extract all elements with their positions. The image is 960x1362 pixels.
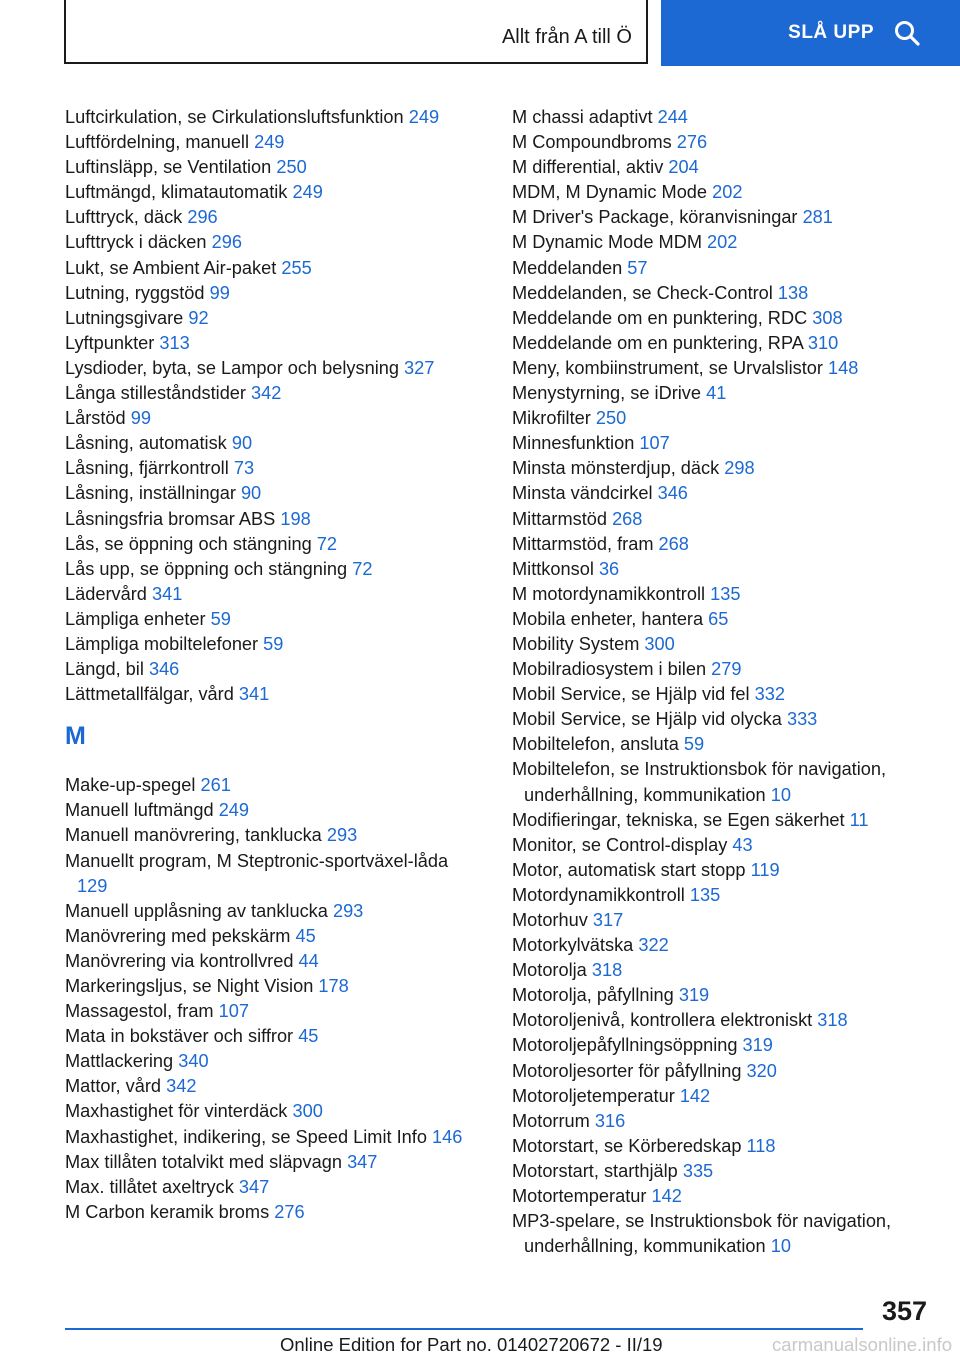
index-entry[interactable] <box>512 1184 932 1209</box>
index-entry-page-link[interactable]: 44 <box>298 950 319 971</box>
index-entry-text: Massagestol, fram <box>65 1001 214 1022</box>
index-entry-text: Minsta mönsterdjup, däck <box>512 458 720 479</box>
index-entry[interactable] <box>512 632 932 657</box>
index-entry-page-link[interactable]: 129 <box>77 875 108 896</box>
page-number: 357 <box>881 1296 927 1326</box>
index-entry[interactable] <box>512 607 932 632</box>
index-entry-text: MP3-spelare, se Instruktionsbok för navigation, underhållning, kommunikation <box>512 1211 892 1257</box>
index-entry-text: Meddelanden, se Check-Control <box>512 282 773 303</box>
index-entry-page-link[interactable]: 341 <box>151 583 183 604</box>
index-entry[interactable] <box>65 557 475 582</box>
index-entry-page-link[interactable]: 318 <box>817 1010 848 1031</box>
index-entry-text: Lysdioder, byta, se Lampor och belysning <box>65 357 399 378</box>
index-entry[interactable] <box>512 933 932 958</box>
index-entry-text: Meny, kombiinstrument, se Urvalslistor <box>512 357 823 378</box>
index-group-l <box>65 105 475 707</box>
index-entry-page-link[interactable]: 148 <box>828 357 859 378</box>
index-entry-text: M motordynamikkontroll <box>512 583 706 604</box>
index-entry-text: Motorkylvätska <box>512 935 634 956</box>
index-entry-page-link[interactable]: 204 <box>668 157 699 178</box>
index-entry-text: Motorstart, starthjälp <box>512 1160 678 1181</box>
index-entry-text: Lämpliga enheter <box>65 608 206 629</box>
index-entry[interactable] <box>512 883 932 908</box>
index-entry-text: Låsning, inställningar <box>65 483 236 504</box>
index-entry[interactable] <box>65 1024 475 1049</box>
index-entry[interactable] <box>512 1209 932 1259</box>
index-entry-page-link[interactable]: 320 <box>746 1060 777 1081</box>
index-entry-text: Motorhuv <box>512 910 588 930</box>
index-entry-page-link[interactable]: 142 <box>651 1186 682 1207</box>
index-entry-text: Mittarmstöd <box>512 508 607 529</box>
index-entry-text: Lättmetallfälgar, vård <box>65 684 234 705</box>
index-entry-page-link[interactable]: 347 <box>347 1151 378 1172</box>
index-entry-page-link[interactable]: 342 <box>166 1076 197 1097</box>
index-entry-page-link[interactable]: 249 <box>218 800 250 821</box>
index-entry-text: Motoroljepåfyllningsöppning <box>512 1035 738 1056</box>
footer-divider <box>65 1328 863 1330</box>
index-entry[interactable] <box>65 773 475 798</box>
index-entry-text: Monitor, se Control-display <box>512 834 728 855</box>
index-entry[interactable] <box>512 1159 932 1184</box>
index-entry-text: Menystyrning, se iDrive <box>512 383 702 404</box>
index-entry-text: Låsningsfria bromsar ABS <box>65 508 276 529</box>
index-entry-page-link[interactable]: 135 <box>689 884 721 905</box>
index-entry-page-link[interactable]: 316 <box>594 1110 626 1131</box>
index-entry-page-link[interactable]: 146 <box>432 1126 463 1147</box>
search-label: SLÅ UPP <box>788 22 874 43</box>
index-entry-page-link[interactable]: 202 <box>707 232 738 253</box>
index-entry-text: M differential, aktiv <box>512 157 664 178</box>
index-entry[interactable] <box>65 1125 475 1150</box>
index-entry[interactable] <box>512 180 932 205</box>
index-entry[interactable] <box>65 456 475 481</box>
search-button[interactable] <box>661 0 960 66</box>
index-entry-text: Meddelanden <box>512 257 623 278</box>
index-entry-page-link[interactable]: 202 <box>712 182 743 203</box>
index-entry-text: Mattor, vård <box>65 1076 162 1097</box>
index-entry[interactable] <box>512 908 932 933</box>
index-entry-text: Lufttryck, däck <box>65 207 183 228</box>
index-entry-page-link[interactable]: 249 <box>254 132 285 153</box>
index-entry[interactable] <box>65 281 475 306</box>
index-entry-text: Maxhastighet för vinterdäck <box>65 1101 288 1122</box>
index-entry[interactable] <box>65 155 475 180</box>
index-entry-page-link[interactable]: 310 <box>807 332 839 353</box>
index-entry-page-link[interactable]: 250 <box>595 408 627 429</box>
index-entry-page-link[interactable]: 293 <box>326 825 358 846</box>
index-entry-page-link[interactable]: 300 <box>644 633 675 654</box>
index-entry-page-link[interactable]: 317 <box>592 910 624 930</box>
tab-all-label: Allt från A till Ö <box>501 26 632 48</box>
index-entry[interactable] <box>512 331 932 356</box>
index-entry-page-link[interactable]: 255 <box>281 257 312 278</box>
index-entry[interactable] <box>65 306 475 331</box>
index-entry[interactable] <box>512 833 932 858</box>
index-entry-page-link[interactable]: 118 <box>746 1135 776 1156</box>
index-entry-page-link[interactable]: 41 <box>706 383 727 404</box>
index-entry-text: Mobiltelefon, se Instruktionsbok för navigation, underhållning, kommunikation <box>512 759 887 805</box>
index-entry[interactable] <box>512 1033 932 1058</box>
index-entry-text: Mobil Service, se Hjälp vid olycka <box>512 709 782 730</box>
index-entry-page-link[interactable]: 65 <box>708 608 729 629</box>
index-entry-text: Lyftpunkter <box>65 332 155 353</box>
index-entry[interactable] <box>512 481 932 506</box>
index-entry-page-link[interactable]: 90 <box>231 433 253 454</box>
index-entry[interactable] <box>512 858 932 883</box>
index-entry-page-link[interactable]: 72 <box>316 533 338 554</box>
index-entry-page-link[interactable]: 333 <box>786 709 818 730</box>
index-entry[interactable] <box>512 682 932 707</box>
index-entry-page-link[interactable]: 119 <box>750 859 780 880</box>
index-entry[interactable] <box>512 356 932 381</box>
index-entry[interactable] <box>512 230 932 255</box>
index-entry[interactable] <box>65 682 475 707</box>
index-entry[interactable] <box>512 256 932 281</box>
index-entry-text: Luftmängd, klimatautomatik <box>65 182 288 203</box>
edition-footer: Online Edition for Part no. 01402720672 - II/19 <box>280 1334 663 1355</box>
index-entry[interactable] <box>65 431 475 456</box>
index-entry[interactable] <box>65 180 475 205</box>
index-entry[interactable] <box>512 1008 932 1033</box>
index-entry[interactable] <box>512 281 932 306</box>
index-entry[interactable] <box>65 205 475 230</box>
index-entry-text: Lås, se öppning och stängning <box>65 533 312 554</box>
tab-all-a-to-z[interactable] <box>64 0 648 64</box>
index-entry-page-link[interactable]: 107 <box>218 1001 250 1022</box>
index-entry-text: Manövrering via kontrollvred <box>65 950 294 971</box>
index-entry-page-link[interactable]: 279 <box>711 659 742 680</box>
index-entry[interactable] <box>65 532 475 557</box>
index-entry-page-link[interactable]: 327 <box>404 357 435 378</box>
index-entry[interactable] <box>65 999 475 1024</box>
index-entry[interactable] <box>65 1150 475 1175</box>
index-entry-page-link[interactable]: 281 <box>802 207 833 228</box>
index-entry[interactable] <box>512 105 932 130</box>
index-entry[interactable] <box>512 707 932 732</box>
index-entry-page-link[interactable]: 276 <box>274 1201 305 1222</box>
index-entry-text: Manuell luftmängd <box>65 800 214 821</box>
index-entry-text: Motorolja <box>512 960 587 981</box>
index-entry-page-link[interactable]: 308 <box>812 307 843 328</box>
index-entry-page-link[interactable]: 340 <box>178 1051 209 1072</box>
index-entry-text: Mata in bokstäver och siffror <box>65 1026 294 1047</box>
index-entry-page-link[interactable]: 198 <box>280 508 311 529</box>
index-entry[interactable] <box>65 356 475 381</box>
index-entry[interactable] <box>65 632 475 657</box>
index-entry-text: Minsta vändcirkel <box>512 483 653 504</box>
index-entry-page-link[interactable]: 59 <box>210 608 231 629</box>
index-entry-page-link[interactable]: 90 <box>240 483 262 504</box>
index-entry[interactable] <box>512 205 932 230</box>
index-entry[interactable] <box>512 431 932 456</box>
watermark-text: carmanualsonline.info <box>772 1334 952 1355</box>
index-entry[interactable] <box>65 949 475 974</box>
index-entry-text: Lårstöd <box>65 408 126 429</box>
index-entry-text: Meddelande om en punktering, RDC <box>512 307 808 328</box>
index-entry-page-link[interactable]: 36 <box>598 558 620 579</box>
index-entry-page-link[interactable]: 99 <box>130 408 151 429</box>
index-entry-text: Modifieringar, tekniska, se Egen säkerhet <box>512 809 845 830</box>
index-entry-page-link[interactable]: 341 <box>238 684 270 705</box>
index-entry-text: Maxhastighet, indikering, se Speed Limit Info <box>65 1126 427 1147</box>
index-entry[interactable] <box>512 657 932 682</box>
index-entry-text: Manuell manövrering, tanklucka <box>65 825 322 846</box>
index-entry-page-link[interactable]: 45 <box>295 925 316 946</box>
index-entry-page-link[interactable]: 10 <box>770 784 791 805</box>
index-entry[interactable] <box>512 155 932 180</box>
index-entry-page-link[interactable]: 319 <box>742 1035 773 1056</box>
index-entry-page-link[interactable]: 59 <box>263 633 284 654</box>
index-entry-text: MDM, M Dynamic Mode <box>512 182 708 203</box>
index-entry-text: Mittarmstöd, fram <box>512 533 654 554</box>
index-entry-page-link[interactable]: 142 <box>679 1085 711 1106</box>
index-group-m <box>65 773 475 1225</box>
index-entry-text: Minnesfunktion <box>512 433 635 454</box>
index-entry-text: M Carbon keramik broms <box>65 1201 270 1222</box>
index-entry[interactable] <box>512 983 932 1008</box>
index-entry[interactable] <box>512 406 932 431</box>
index-entry-text: Motortemperatur <box>512 1186 647 1207</box>
index-entry-text: Motor, automatisk start stopp <box>512 859 746 880</box>
index-entry[interactable] <box>65 1074 475 1099</box>
index-entry[interactable] <box>512 456 932 481</box>
index-entry-text: M Driver's Package, köranvisningar <box>512 207 798 228</box>
index-entry-text: Mobilradiosystem i bilen <box>512 659 707 680</box>
search-icon <box>894 20 920 46</box>
index-entry-text: M Compoundbroms <box>512 132 672 153</box>
index-entry[interactable] <box>65 331 475 356</box>
index-entry-text: Max tillåten totalvikt med släpvagn <box>65 1151 342 1172</box>
index-group-m-continued <box>512 105 932 1259</box>
index-entry[interactable] <box>512 582 932 607</box>
index-entry-page-link[interactable]: 244 <box>657 107 688 127</box>
index-entry-page-link[interactable]: 59 <box>683 734 705 755</box>
index-entry[interactable] <box>65 823 475 848</box>
index-entry[interactable] <box>512 1059 932 1084</box>
index-entry-text: Lädervård <box>65 583 147 604</box>
index-entry-page-link[interactable]: 319 <box>678 985 710 1006</box>
index-entry-text: Motoroljesorter för påfyllning <box>512 1060 742 1081</box>
index-entry-page-link[interactable]: 249 <box>408 107 440 127</box>
index-entry[interactable] <box>512 958 932 983</box>
index-entry-page-link[interactable]: 11 <box>849 809 869 830</box>
index-entry-page-link[interactable]: 268 <box>612 508 643 529</box>
index-entry-page-link[interactable]: 73 <box>233 458 255 479</box>
index-entry[interactable] <box>65 230 475 255</box>
index-entry-page-link[interactable]: 346 <box>657 483 688 504</box>
index-entry-text: Motorstart, se Körberedskap <box>512 1135 742 1156</box>
index-entry-page-link[interactable]: 261 <box>200 775 231 796</box>
index-entry-page-link[interactable]: 178 <box>318 976 349 996</box>
index-entry-text: Mikrofilter <box>512 408 591 429</box>
index-entry-text: Manuell upplåsning av tanklucka <box>65 900 328 921</box>
index-entry-page-link[interactable]: 43 <box>732 834 753 855</box>
index-entry-page-link[interactable]: 99 <box>209 282 230 303</box>
index-entry-text: Meddelande om en punktering, RPA <box>512 332 803 353</box>
index-entry-page-link[interactable]: 250 <box>276 157 307 178</box>
index-entry[interactable] <box>65 974 475 999</box>
index-entry[interactable] <box>512 381 932 406</box>
index-entry-text: Lutningsgivare <box>65 307 184 328</box>
index-entry[interactable] <box>65 507 475 532</box>
index-column-left <box>65 105 475 1225</box>
index-entry[interactable] <box>65 657 475 682</box>
index-entry-page-link[interactable]: 293 <box>332 900 364 921</box>
index-entry-text: Långa stilleståndstider <box>65 383 246 404</box>
index-entry[interactable] <box>65 481 475 506</box>
index-entry[interactable] <box>512 1109 932 1134</box>
index-entry-text: Lufttryck i däcken <box>65 232 207 253</box>
index-entry[interactable] <box>65 1049 475 1074</box>
index-entry[interactable] <box>512 1084 932 1109</box>
index-entry-text: Lämpliga mobiltelefoner <box>65 633 259 654</box>
index-entry-page-link[interactable]: 300 <box>292 1101 323 1122</box>
index-entry[interactable] <box>65 1099 475 1124</box>
index-entry[interactable] <box>65 406 475 431</box>
index-entry-page-link[interactable]: 322 <box>638 935 669 956</box>
index-entry[interactable] <box>512 808 932 833</box>
index-entry-text: Motoroljenivå, kontrollera elektroniskt <box>512 1010 813 1031</box>
index-entry-text: Låsning, automatisk <box>65 433 227 454</box>
index-entry-text: Max. tillåtet axeltryck <box>65 1176 234 1197</box>
index-entry[interactable] <box>512 757 932 807</box>
index-entry[interactable] <box>512 732 932 757</box>
index-entry-page-link[interactable]: 135 <box>710 583 741 604</box>
index-entry-page-link[interactable]: 347 <box>238 1176 270 1197</box>
index-entry-page-link[interactable]: 249 <box>292 182 323 203</box>
index-entry-page-link[interactable]: 298 <box>724 458 755 479</box>
index-entry[interactable] <box>65 1200 475 1225</box>
index-entry-text: M chassi adaptivt <box>512 107 653 127</box>
index-entry[interactable] <box>65 256 475 281</box>
index-entry[interactable] <box>65 582 475 607</box>
index-entry-page-link[interactable]: 313 <box>159 332 190 353</box>
index-entry-text: Längd, bil <box>65 659 144 680</box>
index-entry[interactable] <box>65 381 475 406</box>
index-entry-page-link[interactable]: 92 <box>188 307 209 328</box>
index-entry-text: Manuellt program, M Steptronic-sportväxel-låda <box>65 850 449 871</box>
index-entry-text: Mittkonsol <box>512 558 594 579</box>
index-entry-page-link[interactable]: 346 <box>148 659 180 680</box>
index-entry-text: Lutning, ryggstöd <box>65 282 205 303</box>
index-entry[interactable] <box>65 798 475 823</box>
index-entry-text: Luftcirkulation, se Cirkulationsluftsfunktion <box>65 107 404 127</box>
index-entry[interactable] <box>512 557 932 582</box>
index-entry-page-link[interactable]: 107 <box>639 433 670 454</box>
index-entry-text: Manövrering med pekskärm <box>65 925 291 946</box>
index-entry-page-link[interactable]: 296 <box>211 232 242 253</box>
index-entry[interactable] <box>65 105 475 130</box>
index-entry[interactable] <box>65 1175 475 1200</box>
section-letter-heading: M <box>65 722 86 751</box>
index-entry-text: Motorolja, påfyllning <box>512 985 674 1006</box>
index-entry-page-link[interactable]: 332 <box>754 684 785 705</box>
index-entry-page-link[interactable]: 342 <box>251 383 282 404</box>
index-entry-text: Motoroljetemperatur <box>512 1085 675 1106</box>
index-entry-page-link[interactable]: 138 <box>777 282 809 303</box>
index-entry-text: Markeringsljus, se Night Vision <box>65 976 314 996</box>
index-entry-page-link[interactable]: 72 <box>352 558 373 579</box>
index-entry-page-link[interactable]: 10 <box>770 1236 791 1257</box>
index-entry[interactable] <box>512 130 932 155</box>
index-entry[interactable] <box>512 306 932 331</box>
top-bar <box>0 0 960 66</box>
index-entry-page-link[interactable]: 57 <box>627 257 648 278</box>
index-entry-page-link[interactable]: 268 <box>658 533 689 554</box>
index-entry-text: M Dynamic Mode MDM <box>512 232 702 253</box>
index-entry[interactable] <box>512 532 932 557</box>
index-entry-text: Luftinsläpp, se Ventilation <box>65 157 272 178</box>
index-entry[interactable] <box>65 899 475 924</box>
index-entry-page-link[interactable]: 276 <box>676 132 708 153</box>
index-entry-text: Låsning, fjärrkontroll <box>65 458 229 479</box>
index-entry[interactable] <box>512 507 932 532</box>
index-entry-text: Make-up-spegel <box>65 775 196 796</box>
index-column-right <box>512 105 932 1259</box>
index-entry-text: Mobility System <box>512 633 640 654</box>
index-entry-text: Lås upp, se öppning och stängning <box>65 558 348 579</box>
index-entry-page-link[interactable]: 45 <box>298 1026 319 1047</box>
index-entry-page-link[interactable]: 335 <box>682 1160 714 1181</box>
index-entry[interactable] <box>512 1134 932 1159</box>
index-entry-text: Mobil Service, se Hjälp vid fel <box>512 684 750 705</box>
index-entry-text: Mobiltelefon, ansluta <box>512 734 679 755</box>
index-entry-text: Mattlackering <box>65 1051 174 1072</box>
index-entry-text: Luftfördelning, manuell <box>65 132 250 153</box>
index-entry-page-link[interactable]: 296 <box>187 207 218 228</box>
index-entry-text: Mobila enheter, hantera <box>512 608 704 629</box>
index-entry-text: Motorrum <box>512 1110 590 1131</box>
index-entry[interactable] <box>65 130 475 155</box>
index-entry-page-link[interactable]: 318 <box>591 960 623 981</box>
index-entry[interactable] <box>65 924 475 949</box>
index-entry-text: Motordynamikkontroll <box>512 884 685 905</box>
index-entry[interactable] <box>65 607 475 632</box>
index-entry[interactable] <box>65 849 475 899</box>
index-entry-text: Lukt, se Ambient Air-paket <box>65 257 277 278</box>
